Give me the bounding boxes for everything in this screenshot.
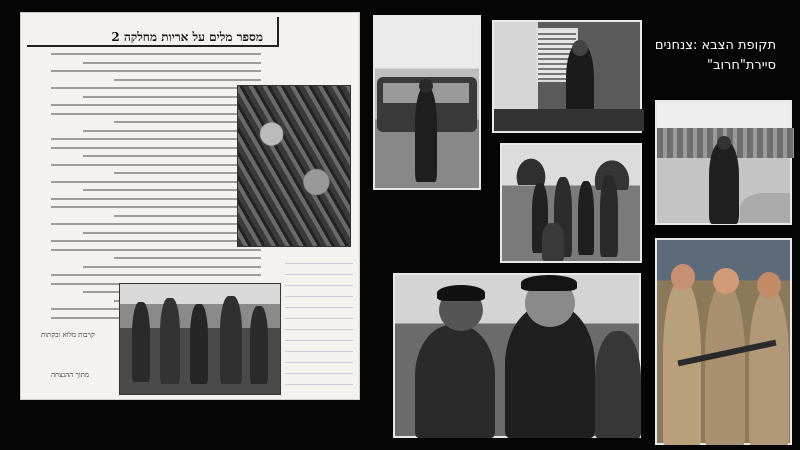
photo-three-soldiers-color: [655, 238, 792, 445]
clipping-ruled-area: [285, 253, 353, 393]
photo-soldiers-van: [373, 15, 481, 190]
section-heading: [655, 36, 776, 76]
clipping-title: מספר מלים על אריות מחלקה 2: [111, 30, 263, 44]
photo-red-berets: [393, 273, 641, 438]
heading-line-1: תקופת הצבא :צנחנים: [654, 38, 776, 53]
clipping-signature-2: מתוך ההנצחה: [51, 371, 90, 379]
clipping-photo-group: [119, 283, 281, 395]
photo-group-palms: [500, 143, 642, 263]
clipping-signature-1: קרבות מלוא ובקתות: [41, 331, 95, 339]
clipping-photo-field: [237, 85, 351, 247]
memorial-clipping: [20, 12, 360, 400]
photo-soldier-window: [492, 20, 642, 133]
photo-soldier-hillside: [655, 100, 792, 225]
heading-line-2: סיירת"חרוב": [707, 58, 776, 73]
